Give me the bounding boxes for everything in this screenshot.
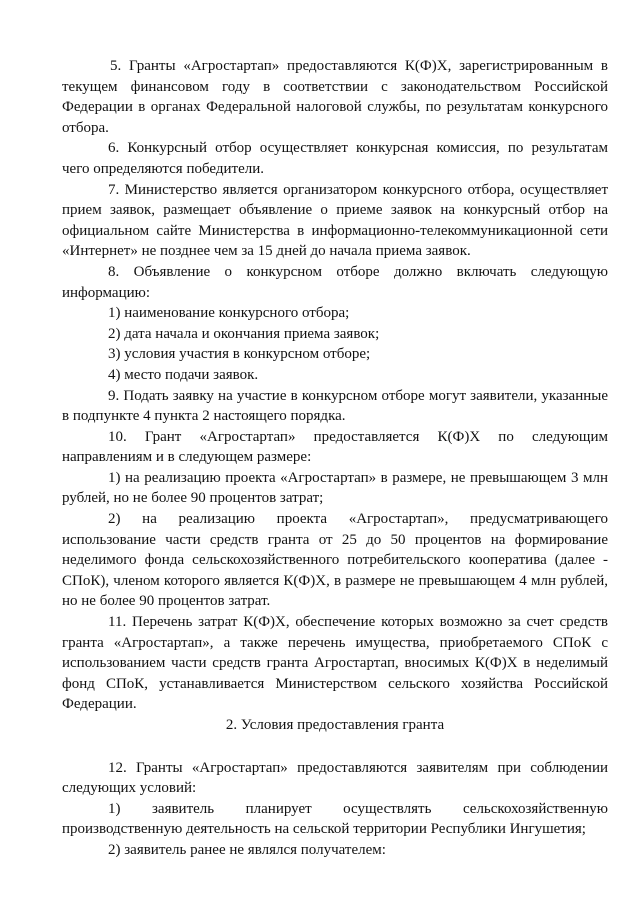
- paragraph-12: 12. Гранты «Агростартап» предоставляются заявителям при соблюдении следующих условий:: [62, 759, 608, 797]
- list-item: 1) заявитель планирует осуществлять сельскохозяйственную производственную деятельность на сельской территории Республики Ингушетия;: [62, 800, 608, 838]
- section-heading: 2. Условия предоставления гранта: [225, 717, 445, 733]
- list-item: 1) на реализацию проекта «Агростартап» в размере, не превышающем 3 млн рублей, но не более 90 процентов затрат;: [62, 469, 608, 507]
- list-item: 4) место подачи заявок.: [108, 366, 259, 383]
- section-gap: [62, 736, 608, 758]
- paragraph-9: 9. Подать заявку на участие в конкурсном отборе могут заявители, указанные в подпункте 4 пункта 2 настоящего порядка.: [62, 387, 608, 425]
- paragraph-8: 8. Объявление о конкурсном отборе должно включать следующую информацию:: [62, 263, 608, 301]
- paragraph-6: 6. Конкурсный отбор осуществляет конкурсная комиссия, по результатам чего определяются победители.: [62, 140, 608, 177]
- paragraph-11: 11. Перечень затрат К(Ф)Х, обеспечение которых возможно за счет средств гранта «Агростартап», а также перечень имущества, приобретаемого СПоК с использованием части средств гранта Агростартап, вносимых К(Ф)Х в неделимый фонд СПоК, устанавливается Министерством сельского хозяйства Российской Федерации.: [62, 614, 608, 713]
- list-item: 2) заявитель ранее не являлся получателем:: [108, 841, 386, 858]
- paragraph-10: 10. Грант «Агростартап» предоставляется К(Ф)Х по следующим направлениям и в следующем размере:: [62, 428, 608, 466]
- list-item: 2) на реализацию проекта «Агростартап», предусматривающего использование части средств гранта от 25 до 50 процентов на формирование неделимого фонда сельскохозяйственного потребительского кооператива (далее - СПоК), членом которого является К(Ф)Х, в размере не превышающем 4 млн рублей, но не более 90 процентов затрат.: [62, 511, 608, 610]
- list-item: 3) условия участия в конкурсном отборе;: [108, 346, 371, 363]
- paragraph-7: 7. Министерство является организатором конкурсного отбора, осуществляет прием заявок, размещает объявление о приеме заявок на конкурсный отбор на официальном сайте Министерства в информационно-телекоммуникационной сети «Интернет» не позднее чем за 15 дней до начала приема заявок.: [62, 181, 608, 260]
- list-item: 1) наименование конкурсного отбора;: [108, 305, 350, 322]
- list-item: 2) дата начала и окончания приема заявок;: [108, 325, 380, 342]
- paragraph-5: 5. Гранты «Агростартап» предоставляются К(Ф)Х, зарегистрированным в текущем финансовом году в соответствии с законодательством Российской Федерации в органах Федеральной налоговой службы, по результатам конкурсного отбора.: [62, 58, 608, 136]
